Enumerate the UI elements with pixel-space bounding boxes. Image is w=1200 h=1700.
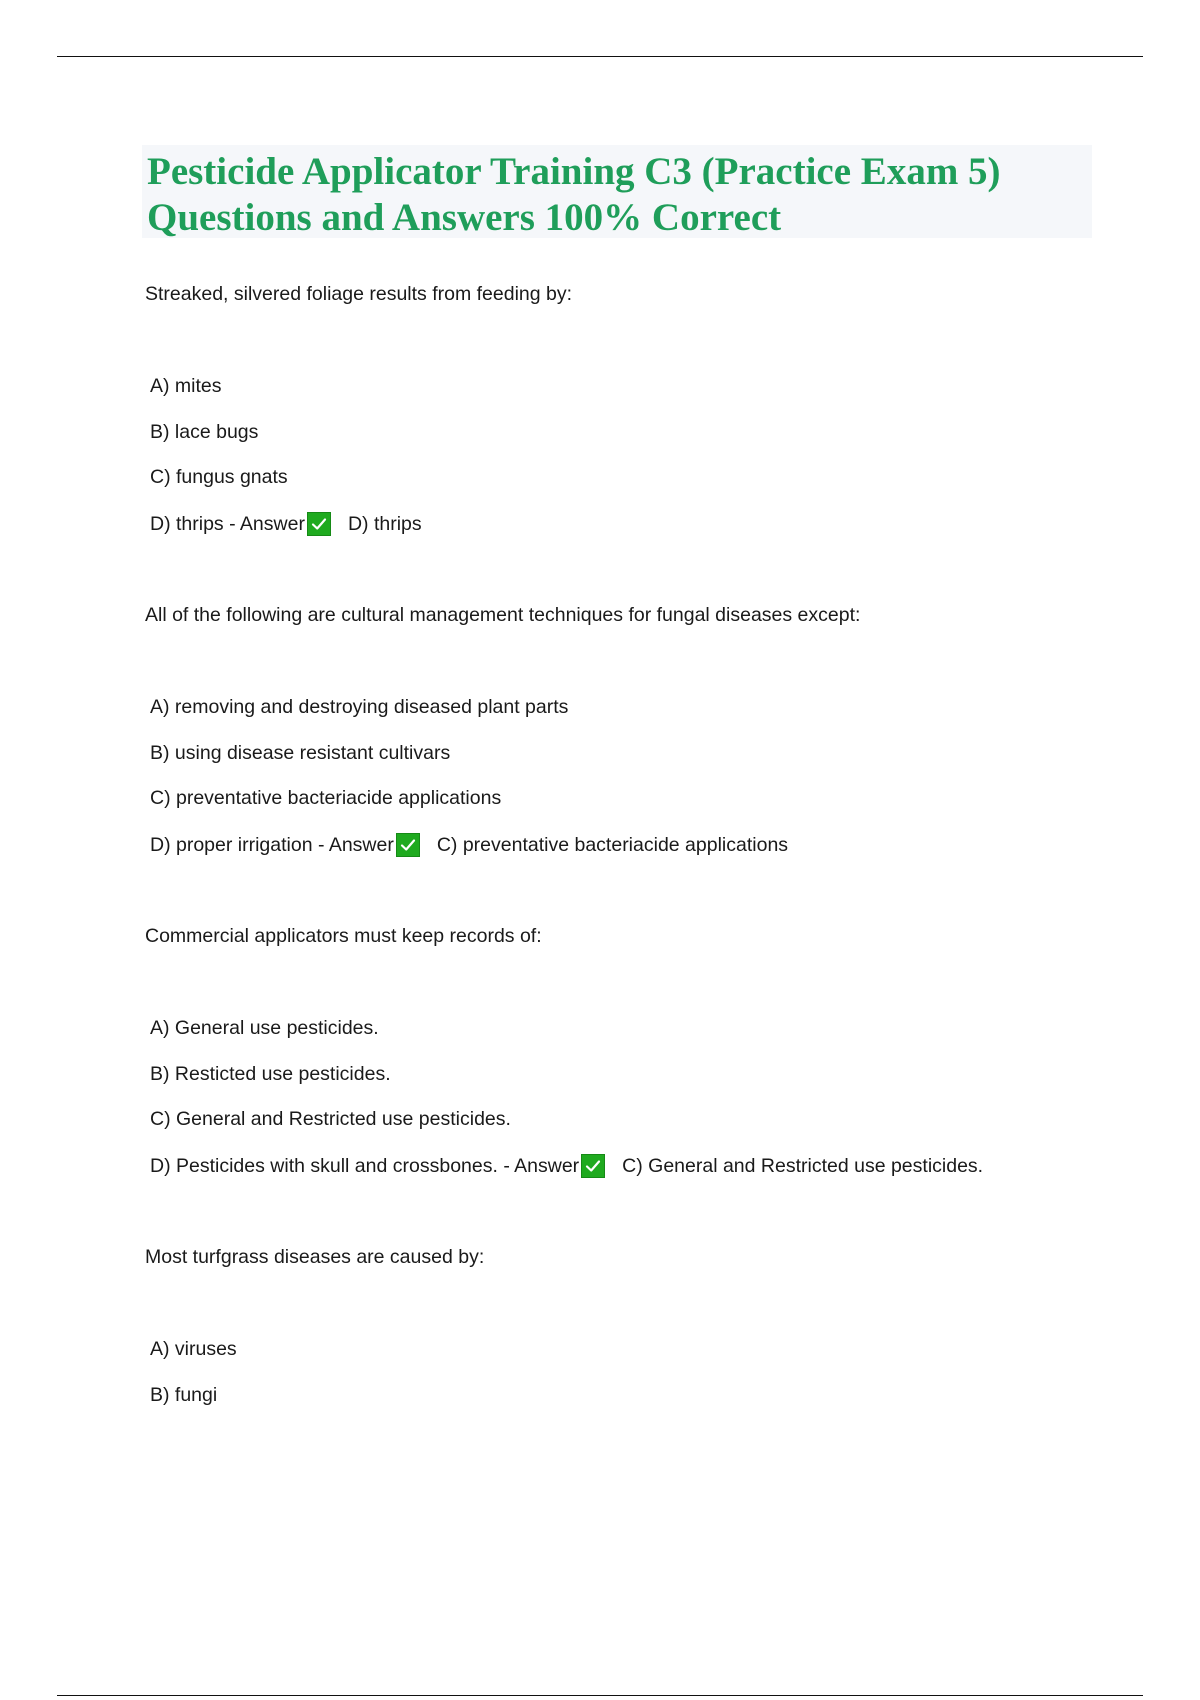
question-4-option-b [150, 1384, 217, 1407]
document-title [142, 145, 1092, 238]
question-1-option-d [150, 512, 422, 536]
question-2-option-b [150, 742, 450, 765]
check-mark-icon [581, 1154, 605, 1178]
correct-answer: C) preventative bacteriacide applications [436, 833, 789, 856]
question-3-option-b [150, 1063, 391, 1086]
option-text: A) removing and destroying diseased plant parts [150, 696, 569, 718]
correct-answer: C) General and Restricted use pesticides. [622, 1154, 984, 1177]
title-line-1: Pesticide Applicator Training C3 (Practice Exam 5) [147, 150, 1001, 193]
question-1-option-c [150, 466, 288, 489]
option-text: B) lace bugs [150, 421, 259, 443]
option-text: C) fungus gnats [150, 466, 288, 488]
option-text: D) thrips - Answer [150, 512, 305, 535]
option-text: D) proper irrigation - Answer [150, 833, 394, 856]
question-1-prompt: Streaked, silvered foliage results from feeding by: [145, 283, 573, 305]
question-2-option-a [150, 696, 568, 719]
check-mark-icon [396, 833, 420, 857]
question-2-prompt: All of the following are cultural management techniques for fungal diseases except: [145, 604, 861, 626]
footer-rule [57, 1695, 1143, 1696]
question-1-option-a [150, 375, 222, 398]
question-3-option-d [150, 1154, 983, 1178]
option-text: C) preventative bacteriacide applications [150, 787, 502, 809]
option-text: B) Resticted use pesticides. [150, 1063, 391, 1085]
question-3-prompt: Commercial applicators must keep records of: [145, 925, 542, 947]
question-2-option-c [150, 787, 501, 810]
option-text: A) viruses [150, 1338, 237, 1360]
question-4-option-a [150, 1338, 237, 1361]
option-text: B) using disease resistant cultivars [150, 742, 451, 764]
question-2-option-d [150, 833, 788, 857]
option-text: A) mites [150, 375, 222, 397]
header-rule [57, 56, 1143, 57]
question-3-option-a [150, 1017, 379, 1040]
option-text: D) Pesticides with skull and crossbones. - Answer [150, 1154, 580, 1177]
question-3-option-c [150, 1108, 511, 1131]
correct-answer: D) thrips [347, 512, 422, 535]
option-text: B) fungi [150, 1384, 218, 1406]
option-text: C) General and Restricted use pesticides. [150, 1108, 511, 1130]
question-1-option-b [150, 421, 258, 444]
question-4-prompt: Most turfgrass diseases are caused by: [145, 1246, 485, 1268]
title-line-2: Questions and Answers 100% Correct [147, 196, 782, 239]
option-text: A) General use pesticides. [150, 1017, 379, 1039]
check-mark-icon [307, 512, 331, 536]
